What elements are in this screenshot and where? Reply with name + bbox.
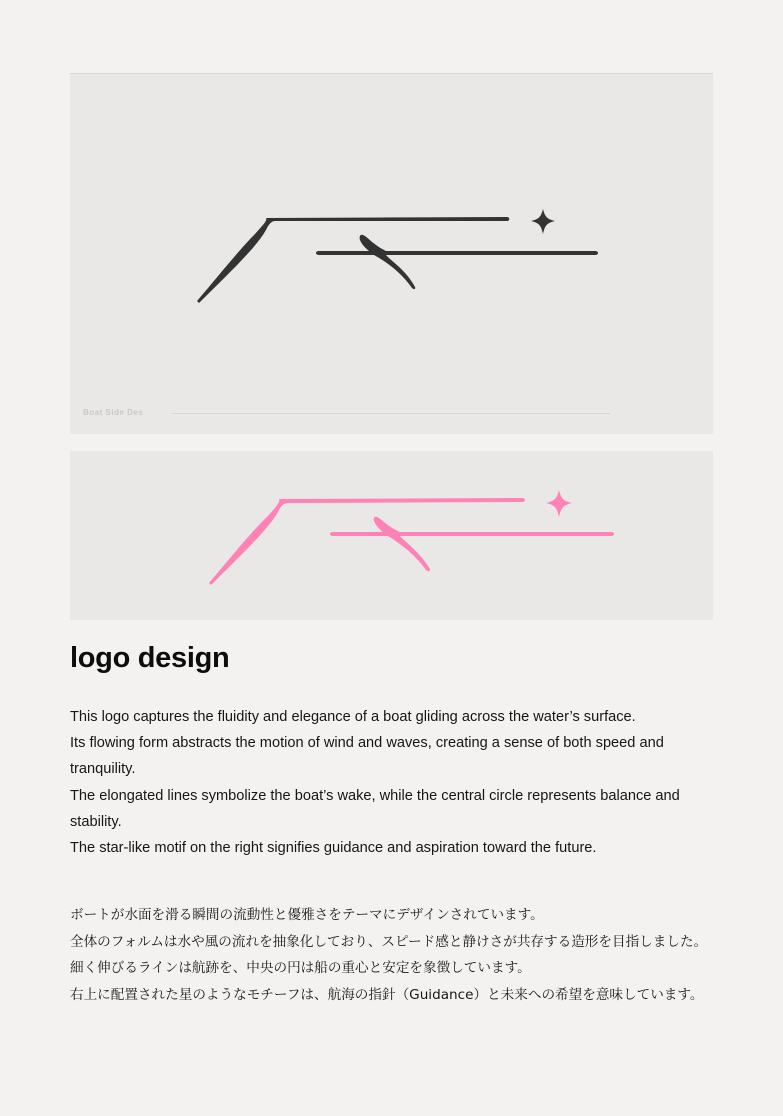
logo-preview-pink bbox=[70, 451, 713, 620]
wake-curl bbox=[360, 235, 416, 289]
english-paragraph: The star-like motif on the right signifies guidance and aspiration toward the future. bbox=[70, 840, 597, 857]
english-paragraph: The elongated lines symbolize the boat’s wake, while the central circle represents balance and stability. bbox=[70, 787, 680, 830]
japanese-paragraph: 右上に配置された星のようなモチーフは、航海の指針（Guidance）と未来への希望を意味しています。 bbox=[70, 986, 704, 1003]
logo-preview-dark bbox=[70, 73, 713, 434]
logo-mark-pink bbox=[209, 490, 614, 585]
upper-wake-line bbox=[197, 217, 509, 303]
lower-wake-line bbox=[330, 532, 614, 536]
english-paragraph: Its flowing form abstracts the motion of wind and waves, creating a sense of both speed and tranquility. bbox=[70, 735, 664, 778]
wake-curl bbox=[374, 517, 431, 571]
japanese-paragraph: 細く伸びるラインは航跡を、中央の円は船の重心と安定を象徴しています。 bbox=[70, 960, 531, 976]
logo-mark bbox=[197, 209, 598, 303]
lower-wake-line bbox=[316, 251, 598, 255]
caption-divider bbox=[172, 413, 610, 414]
boat-logo-dark bbox=[70, 74, 713, 435]
guidance-star bbox=[546, 490, 572, 517]
page-title: logo design bbox=[70, 642, 230, 674]
japanese-paragraph: ボートが水面を滑る瞬間の流動性と優雅さをテーマにデザインされています。 bbox=[70, 907, 544, 923]
upper-wake-line bbox=[209, 498, 525, 585]
japanese-paragraph: 全体のフォルムは水や風の流れを抽象化しており、スピード感と静けさが共存する造形を目指しました。 bbox=[70, 933, 708, 950]
guidance-star bbox=[531, 209, 555, 234]
english-description bbox=[70, 704, 720, 861]
preview-caption: Boat Side Des bbox=[83, 408, 144, 417]
japanese-description bbox=[70, 902, 720, 1008]
boat-logo-pink bbox=[70, 451, 713, 620]
english-paragraph: This logo captures the fluidity and elegance of a boat gliding across the water’s surface. bbox=[70, 709, 636, 725]
